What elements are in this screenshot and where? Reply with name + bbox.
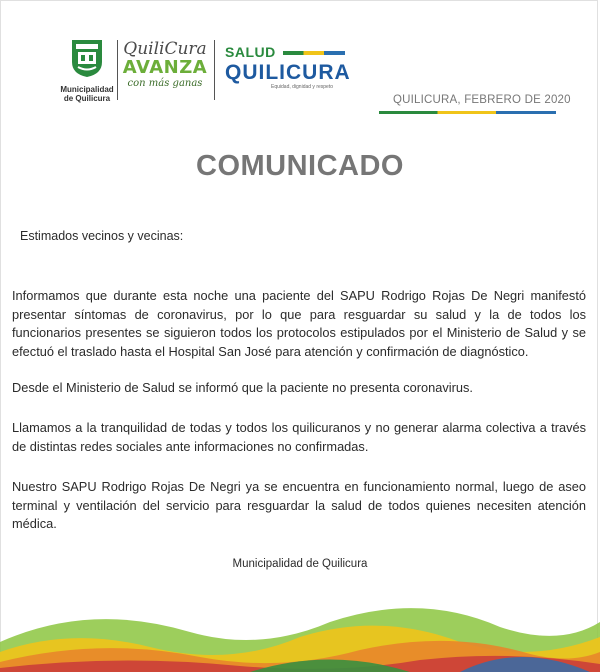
municipality-logo bbox=[55, 38, 119, 103]
paragraph: Desde el Ministerio de Salud se informó que la paciente no presenta coronavirus. bbox=[12, 380, 473, 395]
color-stripe bbox=[283, 51, 345, 55]
logo-divider bbox=[214, 40, 215, 100]
paragraph: Informamos que durante esta noche una paciente del SAPU Rodrigo Rojas De Negri manifestó presentar síntomas de coronavirus, por lo que para resguardar su salud y la de todos los funcionarios presentes se siguieron todos los protocolos estipulados por el Ministerio de Salud y se efectuó el traslado hasta el Hospital San José para atención y confirmación de diagnóstico. bbox=[12, 288, 586, 359]
signature: Municipalidad de Quilicura bbox=[232, 558, 368, 570]
avanza-headline: AVANZA bbox=[122, 57, 208, 78]
decorative-hills bbox=[0, 592, 600, 672]
crest-icon bbox=[70, 38, 104, 78]
paragraph: Llamamos a la tranquilidad de todas y todos los quilicuranos y no generar alarma colectiva a través de distintas redes sociales ante informaciones no confirmadas. bbox=[12, 420, 586, 454]
document-date: QUILICURA, FEBRERO DE 2020 bbox=[393, 94, 571, 106]
salud-logo-top: SALUD bbox=[225, 44, 276, 60]
avanza-tagline: con más ganas bbox=[127, 78, 203, 89]
avanza-logo bbox=[121, 40, 209, 90]
salud-logo bbox=[225, 44, 355, 90]
document-title: COMUNICADO bbox=[196, 150, 404, 182]
greeting: Estimados vecinos y vecinas: bbox=[20, 229, 184, 243]
municipality-logo-text: Municipalidad de Quilicura bbox=[60, 85, 114, 103]
salud-logo-small: Equidad, dignidad y respeto bbox=[271, 84, 333, 90]
tricolor-rule bbox=[379, 111, 556, 114]
avanza-script-text: QuiliCura bbox=[123, 39, 207, 59]
paragraph: Nuestro SAPU Rodrigo Rojas De Negri ya se encuentra en funcionamiento normal, luego de aseo terminal y ventilación del servicio para resguardar la salud de todos quienes necesiten atención médica. bbox=[12, 479, 586, 531]
logo-divider bbox=[117, 40, 118, 100]
salud-logo-main: QUILICURA bbox=[225, 61, 351, 84]
